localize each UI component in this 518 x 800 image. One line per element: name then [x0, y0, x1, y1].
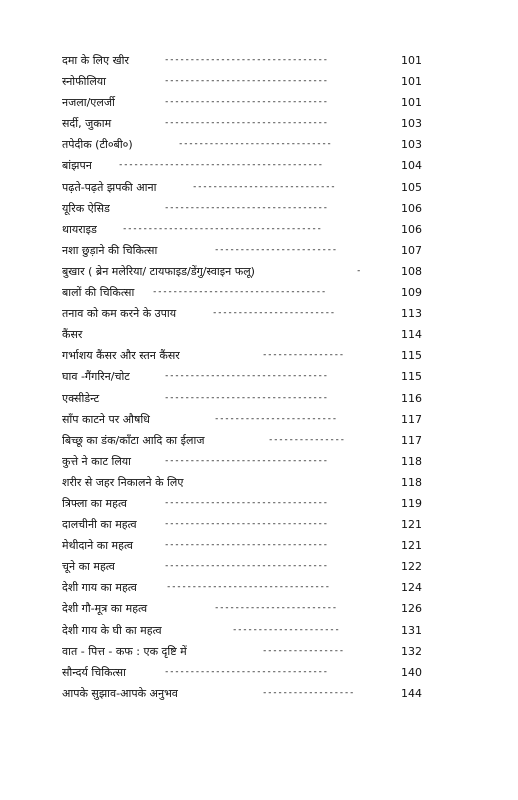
toc-entry: [0, 198, 518, 219]
toc-entry-page: 126: [401, 602, 422, 616]
toc-entry-page: 103: [401, 117, 422, 131]
toc-entry-page: 115: [401, 370, 422, 384]
toc-entry: [0, 683, 518, 704]
table-of-contents: [0, 50, 518, 704]
toc-entry: [0, 388, 518, 409]
toc-entry-title: बांझपन: [62, 159, 92, 173]
toc-entry-page: 114: [401, 328, 422, 342]
toc-entry-page: 121: [401, 518, 422, 532]
dot-leader: --------------------------------: [164, 519, 328, 530]
toc-entry: [0, 535, 518, 556]
dot-leader: --------------------------------: [164, 561, 328, 572]
toc-entry: [0, 451, 518, 472]
toc-entry: [0, 409, 518, 430]
toc-entry: [0, 155, 518, 176]
toc-entry-page: 116: [401, 391, 422, 405]
toc-entry-title: देशी गौ-मूत्र का महत्व: [62, 602, 148, 616]
toc-entry-title: सौन्दर्य चिकित्सा: [62, 665, 126, 679]
toc-entry-title: गर्भाशय कैंसर और स्तन कैंसर: [62, 349, 180, 363]
toc-entry-title: दमा के लिए खीर: [62, 54, 129, 67]
toc-entry: [0, 472, 518, 493]
toc-entry-page: 113: [401, 307, 422, 321]
dot-leader: ------------------------: [214, 603, 337, 614]
toc-entry-title: पढ़ते-पढ़ते झपकी आना: [62, 180, 157, 194]
toc-entry-title: सर्दी, जुकाम: [62, 117, 112, 131]
toc-entry: [0, 71, 518, 92]
dot-leader: --------------------------------: [164, 540, 328, 551]
toc-entry-page: 140: [401, 665, 422, 679]
toc-entry: [0, 662, 518, 683]
toc-entry-title: तनाव को कम करने के उपाय: [62, 307, 177, 321]
dot-leader: ----------------: [262, 645, 344, 656]
toc-entry: [0, 430, 518, 451]
toc-entry-title: घाव -गैंगरिन/चोट: [62, 370, 130, 384]
toc-entry-page: 101: [401, 54, 422, 67]
dot-leader: ---------------------: [232, 624, 340, 635]
dot-leader: --------------------------------: [166, 582, 330, 593]
dot-leader: ----------------------------------------: [118, 160, 323, 171]
toc-entry: [0, 345, 518, 366]
dot-leader: --------------------------------: [164, 666, 328, 677]
dot-leader: -: [356, 265, 362, 276]
toc-entry-title: आपके सुझाव-आपके अनुभव: [62, 686, 178, 700]
toc-entry: [0, 556, 518, 577]
dot-leader: ---------------: [268, 434, 345, 445]
toc-entry: [0, 50, 518, 71]
toc-entry-title: त्रिफ्ला का महत्व: [62, 496, 127, 510]
toc-entry-page: 105: [401, 180, 422, 194]
dot-leader: --------------------------------: [164, 118, 328, 129]
dot-leader: --------------------------------: [164, 97, 328, 108]
toc-entry-page: 124: [401, 581, 422, 595]
toc-entry: [0, 324, 518, 345]
toc-entry-title: मेथीदाने का महत्व: [62, 539, 133, 553]
toc-entry-page: 118: [401, 475, 422, 489]
toc-entry-title: कैंसर: [62, 328, 83, 342]
toc-entry-title: स्नोफीलिया: [62, 75, 107, 89]
toc-entry: [0, 577, 518, 598]
toc-entry: [0, 134, 518, 155]
dot-leader: --------------------------------: [164, 76, 328, 87]
dot-leader: --------------------------------: [164, 202, 328, 213]
toc-entry: [0, 598, 518, 619]
dot-leader: ------------------------------: [178, 139, 332, 150]
toc-entry-page: 107: [401, 243, 422, 257]
toc-entry-page: 104: [401, 159, 422, 173]
toc-entry: [0, 620, 518, 641]
toc-entry-title: नजला/एलर्जी: [62, 96, 115, 110]
toc-entry: [0, 261, 518, 282]
toc-entry-title: कुत्ते ने काट लिया: [62, 454, 132, 468]
toc-entry-page: 119: [401, 496, 422, 510]
toc-entry-title: देशी गाय का महत्व: [62, 581, 137, 595]
dot-leader: ------------------: [262, 687, 355, 698]
dot-leader: --------------------------------: [164, 371, 328, 382]
toc-entry-page: 117: [401, 412, 422, 426]
toc-entry-page: 121: [401, 539, 422, 553]
toc-entry-page: 132: [401, 644, 422, 658]
toc-entry: [0, 366, 518, 387]
toc-entry-title: साँप काटने पर औषधि: [62, 412, 150, 426]
dot-leader: ----------------------------------: [152, 287, 327, 298]
toc-entry: [0, 493, 518, 514]
toc-entry-page: 131: [401, 623, 422, 637]
toc-entry-title: बिच्छू का डंक/काँटा आदि का ईलाज: [62, 433, 205, 447]
toc-entry-page: 144: [401, 686, 422, 700]
toc-entry: [0, 303, 518, 324]
dot-leader: ------------------------: [214, 244, 337, 255]
toc-entry-title: नशा छुड़ाने की चिकित्सा: [62, 243, 158, 257]
toc-entry-page: 118: [401, 454, 422, 468]
toc-entry-title: चूने का महत्व: [62, 560, 115, 574]
toc-entry: [0, 282, 518, 303]
toc-entry-page: 106: [401, 201, 422, 215]
dot-leader: --------------------------------: [164, 55, 328, 65]
toc-entry: [0, 240, 518, 261]
toc-entry-page: 117: [401, 433, 422, 447]
toc-entry: [0, 92, 518, 113]
toc-entry-title: शरीर से जहर निकालने के लिए: [62, 475, 184, 489]
toc-entry-page: 106: [401, 222, 422, 236]
toc-entry-page: 109: [401, 286, 422, 300]
toc-entry: [0, 113, 518, 134]
toc-entry-page: 122: [401, 560, 422, 574]
toc-entry-page: 115: [401, 349, 422, 363]
toc-entry-title: यूरिक ऐसिड: [62, 201, 110, 215]
dot-leader: ---------------------------------------: [122, 223, 322, 234]
dot-leader: ------------------------: [214, 413, 337, 424]
toc-entry-title: देशी गाय के घी का महत्व: [62, 623, 162, 637]
toc-entry-title: थायराइड: [62, 222, 97, 236]
dot-leader: ----------------: [262, 350, 344, 361]
toc-entry: [0, 177, 518, 198]
toc-entry-title: बुखार ( ब्रेन मलेरिया/ टायफाइड/डेंगु/स्वाइन फलू): [62, 264, 255, 278]
toc-entry-page: 103: [401, 138, 422, 152]
toc-entry-page: 108: [401, 264, 422, 278]
toc-entry-title: एक्सीडेन्ट: [62, 391, 100, 405]
toc-entry: [0, 641, 518, 662]
dot-leader: --------------------------------: [164, 392, 328, 403]
toc-entry-title: तपेदीक (टी०बी०): [62, 138, 133, 152]
toc-entry-page: 101: [401, 96, 422, 110]
toc-entry: [0, 219, 518, 240]
dot-leader: ----------------------------: [192, 181, 336, 192]
toc-entry-title: बालों की चिकित्सा: [62, 286, 135, 300]
dot-leader: --------------------------------: [164, 455, 328, 466]
toc-entry-page: 101: [401, 75, 422, 89]
dot-leader: --------------------------------: [164, 497, 328, 508]
toc-entry: [0, 514, 518, 535]
dot-leader: ------------------------: [212, 308, 335, 319]
toc-entry-title: दालचीनी का महत्व: [62, 518, 137, 532]
toc-entry-title: वात - पित्त - कफ : एक दृष्टि में: [62, 644, 187, 658]
